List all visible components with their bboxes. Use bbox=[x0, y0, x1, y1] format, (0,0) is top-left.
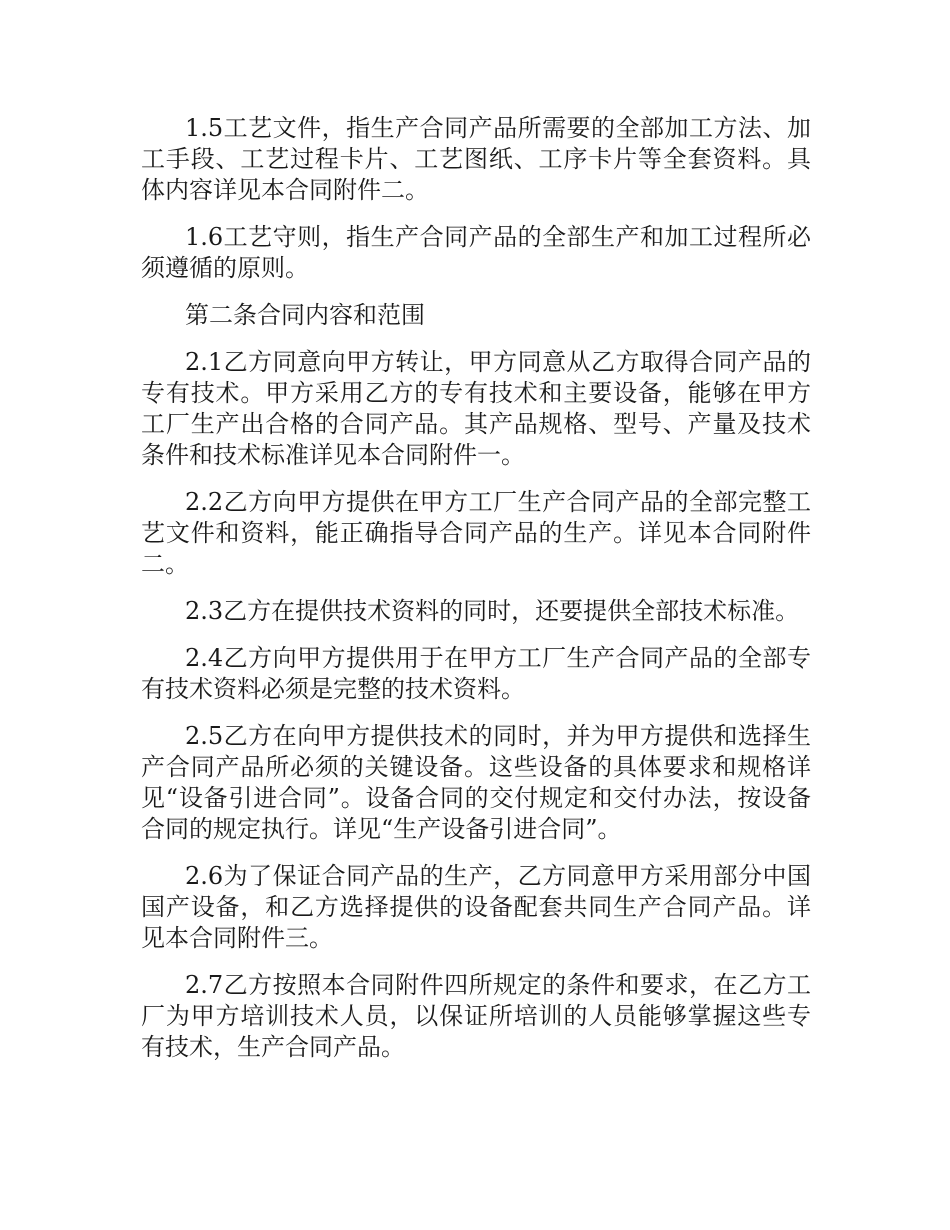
document-body bbox=[141, 113, 811, 1079]
paragraph-1-5: 1.5工艺文件，指生产合同产品所需要的全部加工方法、加工手段、工艺过程卡片、工艺图纸、工序卡片等全套资料。具体内容详见本合同附件二。 bbox=[141, 114, 811, 204]
paragraph-2-3: 2.3乙方在提供技术资料的同时，还要提供全部技术标准。 bbox=[185, 597, 800, 625]
paragraph-2-2: 2.2乙方向甲方提供在甲方工厂生产合同产品的全部完整工艺文件和资料，能正确指导合同产品的生产。详见本合同附件二。 bbox=[141, 488, 811, 578]
paragraph-2-5: 2.5乙方在向甲方提供技术的同时，并为甲方提供和选择生产合同产品所必须的关键设备。这些设备的具体要求和规格详见“设备引进合同”。设备合同的交付规定和交付办法，按设备合同的规定执行。详见“生产设备引进合同”。 bbox=[141, 722, 811, 843]
paragraph-2-4: 2.4乙方向甲方提供用于在甲方工厂生产合同产品的全部专有技术资料必须是完整的技术资料。 bbox=[141, 644, 811, 703]
paragraph-2-6: 2.6为了保证合同产品的生产，乙方同意甲方采用部分中国国产设备，和乙方选择提供的设备配套共同生产合同产品。详见本合同附件三。 bbox=[141, 862, 811, 952]
section-heading-article-2: 第二条合同内容和范围 bbox=[185, 301, 425, 329]
paragraph-1-6: 1.6工艺守则，指生产合同产品的全部生产和加工过程所必须遵循的原则。 bbox=[141, 223, 811, 282]
paragraph-2-1: 2.1乙方同意向甲方转让，甲方同意从乙方取得合同产品的专有技术。甲方采用乙方的专有技术和主要设备，能够在甲方工厂生产出合格的合同产品。其产品规格、型号、产量及技术条件和技术标准详见本合同附件一。 bbox=[141, 348, 811, 469]
paragraph-2-7: 2.7乙方按照本合同附件四所规定的条件和要求，在乙方工厂为甲方培训技术人员，以保证所培训的人员能够掌握这些专有技术，生产合同产品。 bbox=[141, 971, 811, 1061]
